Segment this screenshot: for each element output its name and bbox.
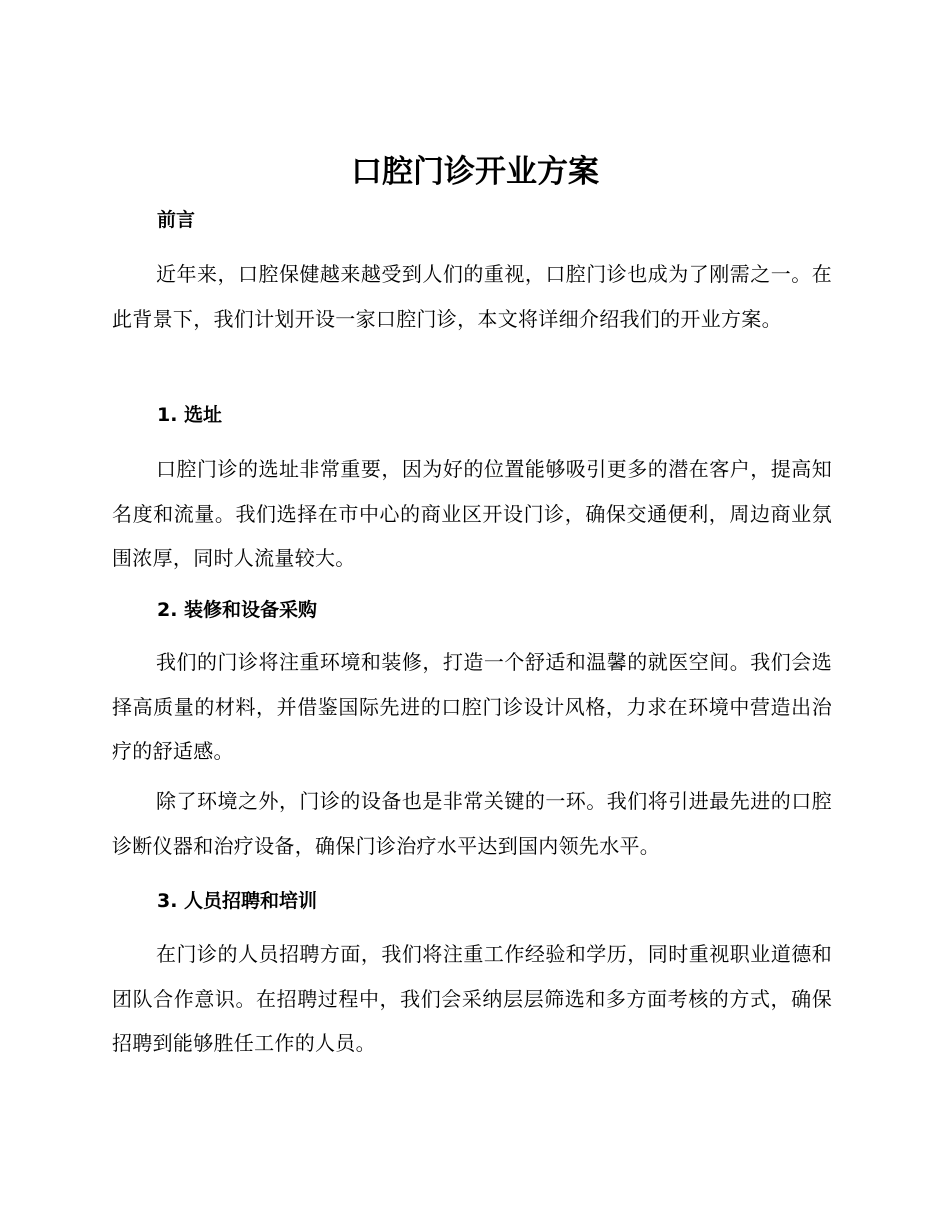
paragraph-decoration-2: 除了环境之外，门诊的设备也是非常关键的一环。我们将引进最先进的口腔诊断仪器和治疗设备，确保门诊治疗水平达到国内领先水平。 — [112, 789, 832, 858]
section-heading-preface: 前言 — [157, 209, 196, 231]
paragraph-preface: 近年来，口腔保健越来越受到人们的重视，口腔门诊也成为了刚需之一。在此背景下，我们计划开设一家口腔门诊，本文将详细介绍我们的开业方案。 — [112, 262, 832, 331]
section-heading-decoration: 2. 装修和设备采购 — [157, 599, 318, 621]
paragraph-decoration-1: 我们的门诊将注重环境和装修，打造一个舒适和温馨的就医空间。我们会选择高质量的材料，并借鉴国际先进的口腔门诊设计风格，力求在环境中营造出治疗的舒适感。 — [112, 650, 832, 763]
paragraph-recruitment: 在门诊的人员招聘方面，我们将注重工作经验和学历，同时重视职业道德和团队合作意识。在招聘过程中，我们会采纳层层筛选和多方面考核的方式，确保招聘到能够胜任工作的人员。 — [112, 942, 832, 1055]
document-title: 口腔门诊开业方案 — [351, 154, 599, 190]
paragraph-location: 口腔门诊的选址非常重要，因为好的位置能够吸引更多的潜在客户，提高知名度和流量。我们选择在市中心的商业区开设门诊，确保交通便利，周边商业氛围浓厚，同时人流量较大。 — [112, 457, 832, 570]
section-heading-recruitment: 3. 人员招聘和培训 — [157, 890, 318, 912]
section-heading-location: 1. 选址 — [157, 404, 223, 426]
